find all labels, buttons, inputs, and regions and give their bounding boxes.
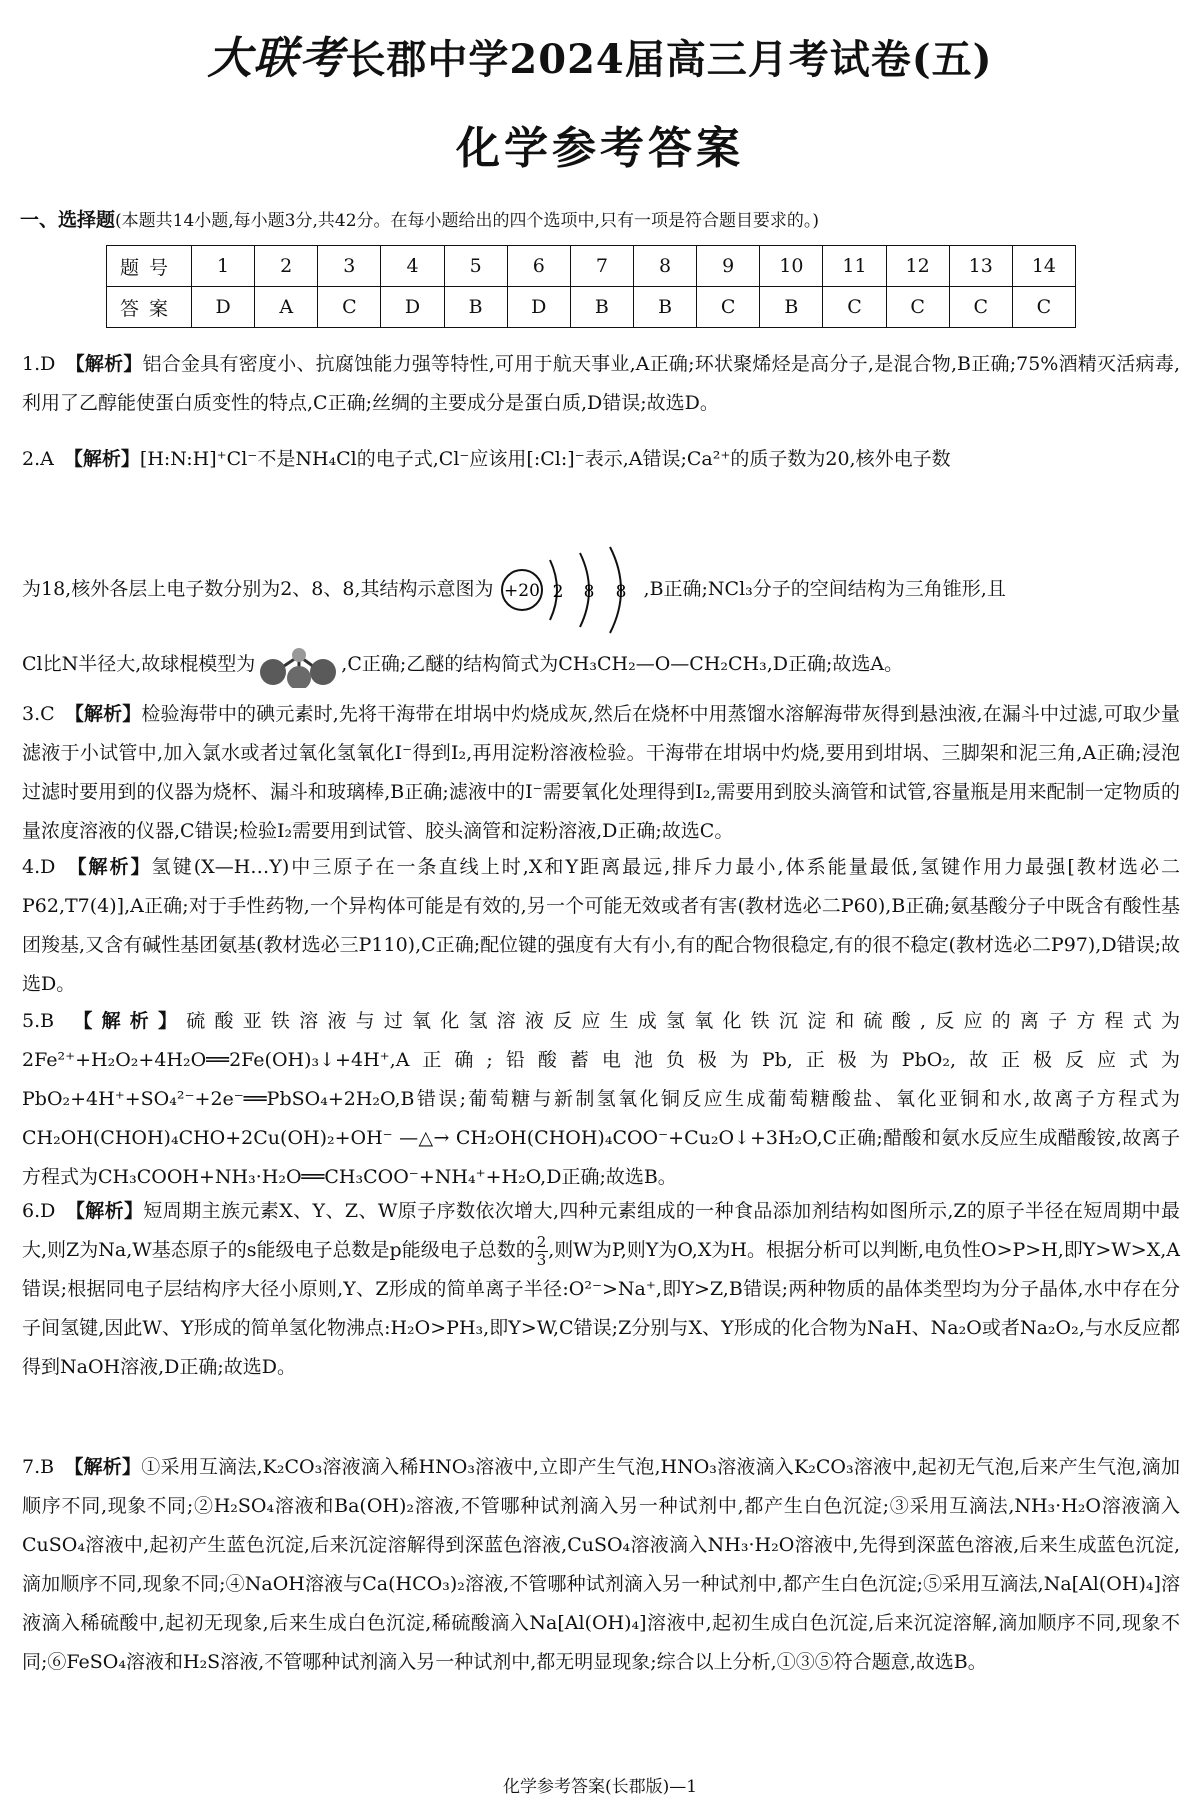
question-number-cell: 5 (444, 246, 507, 287)
section-label: 一、选择题 (20, 209, 116, 231)
analysis-tag: 【解析】 (73, 1010, 187, 1032)
explanation-q7 (22, 1448, 1180, 1682)
answer-table-number-row (107, 246, 1076, 287)
question-number-cell: 1 (192, 246, 255, 287)
question-number-cell: 12 (886, 246, 949, 287)
explanation-q5 (22, 1002, 1180, 1197)
question-number-cell: 13 (949, 246, 1012, 287)
question-number-cell: 7 (570, 246, 633, 287)
fraction-two-thirds (535, 1234, 549, 1269)
explanation-q4 (22, 848, 1180, 1004)
question-answer-label: 7.B (22, 1456, 55, 1478)
page-title: 化学参考答案 (456, 123, 744, 174)
question-number-cell: 2 (255, 246, 318, 287)
fraction-numerator: 2 (536, 1232, 547, 1251)
question-number-cell: 10 (760, 246, 823, 287)
answer-cell: D (507, 287, 570, 328)
explanation-text: 氢键(X—H…Y)中三原子在一条直线上时,X和Y距离最远,排斥力最小,体系能量最低,氢键作用力最强[教材选必二P62,T7(4)],A正确;对于手性药物,一个异构体可能是有效的,另一个可能无效或者有害(教材选必二P60),B正确;氨基酸分子中既含有酸性基团羧基,又含有碱性基团氨基(教材选必三P110),C正确;配位键的强度有大有小,有的配合物很稳定,有的很不稳定(教材选必二P97),D错误;故选D。 (22, 856, 1180, 995)
row-label-answer: 答案 (107, 287, 192, 328)
answer-table-answer-row (107, 287, 1076, 328)
analysis-tag: 【解析】 (64, 1456, 142, 1478)
section-heading (20, 205, 1190, 232)
section-note: (本题共14小题,每小题3分,共42分。在每小题给出的四个选项中,只有一项是符合题目要求的。) (115, 211, 820, 231)
question-answer-label: 6.D (22, 1200, 56, 1222)
ball-and-stick-model (255, 642, 341, 688)
ammonium-electron-formula: [H:N:H]⁺ (139, 448, 227, 470)
page-footer: 化学参考答案(长郡版)—1 (502, 1777, 698, 1797)
question-number-cell: 11 (823, 246, 886, 287)
question-number-cell: 4 (381, 246, 444, 287)
answer-cell: A (255, 287, 318, 328)
explanation-q3 (22, 695, 1180, 851)
answer-cell: C (1012, 287, 1075, 328)
question-answer-label: 5.B (22, 1010, 55, 1032)
analysis-tag: 【解析】 (65, 353, 143, 375)
question-number-cell: 3 (318, 246, 381, 287)
answer-cell: B (760, 287, 823, 328)
question-number-cell: 14 (1012, 246, 1075, 287)
explanation-q2-line2 (22, 545, 1180, 635)
question-number-cell: 6 (507, 246, 570, 287)
answer-cell: C (318, 287, 381, 328)
explanation-q6 (22, 1192, 1180, 1387)
answer-cell: B (570, 287, 633, 328)
calcium-ion-structure-diagram (494, 545, 644, 635)
explanation-text: 为18,核外各层上电子数分别为2、8、8,其结构示意图为 (22, 578, 494, 600)
fraction-denominator: 3 (536, 1250, 547, 1269)
explanation-text: ,则W为P,则Y为O,X为H。根据分析可以判断,电负性O>P>H,即Y>W>X,A错误;根据同电子层结构序大径小原则,Y、Z形成的简单离子半径:O²⁻>Na⁺,即Y>Z,B错误;两种物质的晶体类型均为分子晶体,水中存在分子间氢键,因此W、Y形成的简单氢化物沸点:H₂O>PH₃,即Y>W,C错误;Z分别与X、Y形成的化合物为NaH、Na₂O或者Na₂O₂,与水反应都得到NaOH溶液,D正确;故选D。 (22, 1239, 1180, 1378)
explanation-q2 (22, 440, 1180, 479)
explanation-text: Cl比N半径大,故球棍模型为 (22, 653, 256, 675)
analysis-tag: 【解析】 (64, 703, 142, 725)
explanation-text: Cl⁻不是NH₄Cl的电子式,Cl⁻应该用[:Cl:]⁻表示,A错误;Ca²⁺的质子数为20,核外电子数 (226, 448, 951, 470)
shell-electrons: 8 (583, 582, 594, 602)
question-answer-label: 4.D (22, 856, 56, 878)
exam-header (0, 22, 1200, 86)
answer-cell: B (633, 287, 696, 328)
answer-cell: B (444, 287, 507, 328)
answer-cell: C (823, 287, 886, 328)
answer-cell: C (886, 287, 949, 328)
nucleus-charge: +20 (503, 581, 540, 601)
row-label-number: 题号 (107, 246, 192, 287)
answer-table (106, 245, 1076, 328)
shell-electrons: 8 (615, 582, 626, 602)
question-answer-label: 1.D (22, 353, 56, 375)
analysis-tag: 【解析】 (67, 856, 152, 878)
question-answer-label: 2.A (22, 448, 54, 470)
answer-cell: C (697, 287, 760, 328)
explanation-text: ,B正确;NCl₃分子的空间结构为三角锥形,且 (643, 578, 1006, 600)
explanation-text: 检验海带中的碘元素时,先将干海带在坩埚中灼烧成灰,然后在烧杯中用蒸馏水溶解海带灰得到悬浊液,在漏斗中过滤,可取少量滤液于小试管中,加入氯水或者过氧化氢氧化I⁻得到I₂,再用淀粉溶液检验。干海带在坩埚中灼烧,要用到坩埚、三脚架和泥三角,A正确;浸泡过滤时要用到的仪器为烧杯、漏斗和玻璃棒,B正确;滤液中的I⁻需要氧化处理得到I₂,需要用到胶头滴管和试管,容量瓶是用来配制一定物质的量浓度溶液的仪器,C错误;检验I₂需要用到试管、胶头滴管和淀粉溶液,D正确;故选C。 (22, 703, 1180, 842)
question-answer-label: 3.C (22, 703, 55, 725)
analysis-tag: 【解析】 (65, 1200, 144, 1222)
question-number-cell: 9 (697, 246, 760, 287)
answer-cell: D (192, 287, 255, 328)
explanation-text: 硫酸亚铁溶液与过氧化氢溶液反应生成氢氧化铁沉淀和硫酸,反应的离子方程式为2Fe²⁺+H₂O₂+4H₂O══2Fe(OH)₃↓+4H⁺,A正确;铅酸蓄电池负极为Pb,正极为PbO₂,故正极反应式为PbO₂+4H⁺+SO₄²⁻+2e⁻══PbSO₄+2H₂O,B错误;葡萄糖与新制氢氧化铜反应生成葡萄糖酸盐、氧化亚铜和水,故离子方程式为CH₂OH(CHOH)₄CHO+2Cu(OH)₂+OH⁻ —△→ CH₂OH(CHOH)₄COO⁻+Cu₂O↓+3H₂O,C正确;醋酸和氨水反应生成醋酸铵,故离子方程式为CH₃COOH+NH₃·H₂O══CH₃COO⁻+NH₄⁺+H₂O,D正确;故选B。 (22, 1010, 1180, 1188)
explanation-q2-line3 (22, 642, 1180, 688)
explanation-text: ①采用互滴法,K₂CO₃溶液滴入稀HNO₃溶液中,立即产生气泡,HNO₃溶液滴入K₂CO₃溶液中,起初无气泡,后来产生气泡,滴加顺序不同,现象不同;②H₂SO₄溶液和Ba(OH)₂溶液,不管哪种试剂滴入另一种试剂中,都产生白色沉淀;③采用互滴法,NH₃·H₂O溶液滴入CuSO₄溶液中,起初产生蓝色沉淀,后来沉淀溶解得到深蓝色溶液,CuSO₄溶液滴入NH₃·H₂O溶液中,先得到深蓝色溶液,后来生成蓝色沉淀,滴加顺序不同,现象不同;④NaOH溶液与Ca(HCO₃)₂溶液,不管哪种试剂滴入另一种试剂中,都产生白色沉淀;⑤采用互滴法,Na[Al(OH)₄]溶液滴入稀硫酸中,起初无现象,后来生成白色沉淀,稀硫酸滴入Na[Al(OH)₄]溶液中,起初生成白色沉淀,后来沉淀溶解,滴加顺序不同,现象不同;⑥FeSO₄溶液和H₂S溶液,不管哪种试剂滴入另一种试剂中,都无明显现象;综合以上分析,①③⑤符合题意,故选B。 (22, 1456, 1180, 1673)
explanation-q1 (22, 345, 1180, 423)
question-number-cell: 8 (633, 246, 696, 287)
explanation-text: 短周期主族元素X、Y、Z、W原子序数依次增大,四种元素组成的一种食品添加剂结构如图所示,Z的原子半径在短周期中最大,则Z为Na,W基态原子的s能级电子总数是p能级电子总数的 (22, 1200, 1180, 1261)
explanation-text: ,C正确;乙醚的结构简式为CH₃CH₂—O—CH₂CH₃,D正确;故选A。 (341, 653, 904, 675)
shell-electrons: 2 (552, 582, 563, 602)
answer-cell: D (381, 287, 444, 328)
brand-logo-text: 大联考 (207, 33, 346, 84)
analysis-tag: 【解析】 (63, 448, 140, 470)
answer-cell: C (949, 287, 1012, 328)
exam-title: 长郡中学2024届高三月考试卷(五) (345, 36, 993, 83)
explanation-text: 铝合金具有密度小、抗腐蚀能力强等特性,可用于航天事业,A正确;环状聚烯烃是高分子,是混合物,B正确;75%酒精灭活病毒,利用了乙醇能使蛋白质变性的特点,C正确;丝绸的主要成分是蛋白质,D错误;故选D。 (22, 353, 1180, 414)
